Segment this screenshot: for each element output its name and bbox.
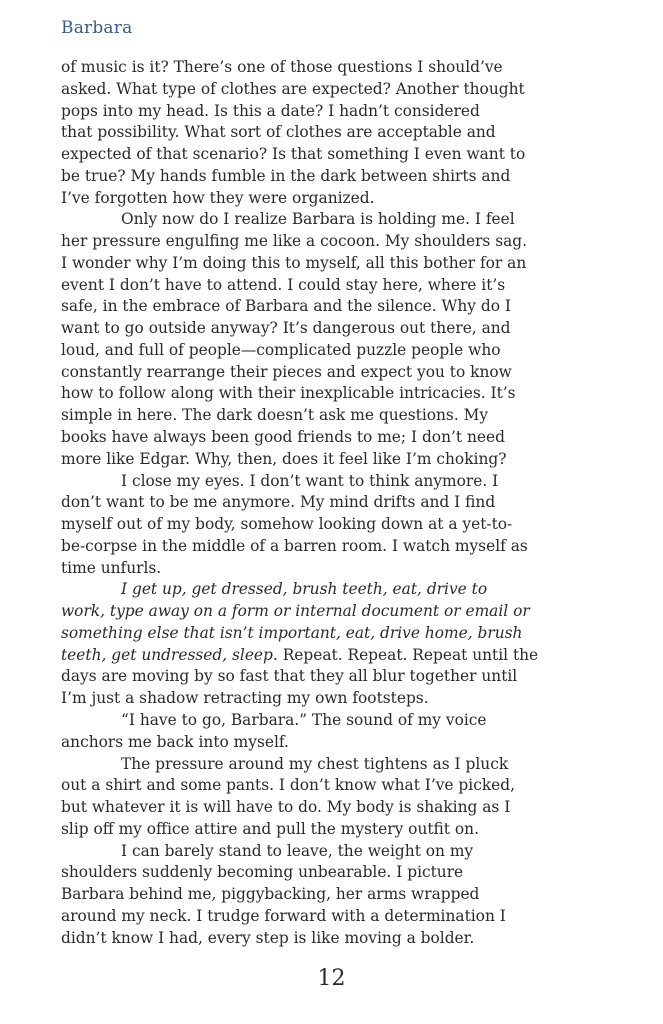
regular-text: anchors me back into myself.	[61, 732, 289, 751]
text-line	[61, 797, 606, 819]
regular-text: myself out of my body, somehow looking down at a yet-to-	[61, 515, 513, 534]
regular-text: Repeat. Repeat. Repeat until the	[277, 645, 539, 664]
regular-text: I’ve forgotten how they were organized.	[61, 188, 375, 207]
text-line	[61, 275, 606, 297]
regular-text: but whatever it is will have to do. My body is shaking as I	[61, 798, 511, 817]
text-line	[61, 710, 606, 732]
text-line	[61, 906, 606, 928]
regular-text: I close my eyes. I don’t want to think anymore. I	[121, 471, 499, 490]
text-line	[61, 209, 606, 231]
text-line	[61, 231, 606, 253]
body-text	[61, 57, 606, 949]
text-line	[61, 928, 606, 950]
regular-text: that possibility. What sort of clothes are acceptable and	[61, 123, 496, 142]
regular-text: safe, in the embrace of Barbara and the silence. Why do I	[61, 297, 511, 316]
regular-text: I wonder why I’m doing this to myself, all this bother for an	[61, 253, 527, 272]
text-line	[61, 427, 606, 449]
text-line	[61, 579, 606, 601]
text-line	[61, 144, 606, 166]
text-line	[61, 318, 606, 340]
italic-text: work, type away on a form or internal document or email or	[61, 602, 530, 621]
regular-text: how to follow along with their inexplicable intricacies. It’s	[61, 384, 516, 403]
text-line	[61, 166, 606, 188]
regular-text: pops into my head. Is this a date? I hadn’t considered	[61, 101, 480, 120]
text-line	[61, 623, 606, 645]
text-line	[61, 57, 606, 79]
text-line	[61, 754, 606, 776]
text-line	[61, 471, 606, 493]
text-line	[61, 405, 606, 427]
text-line	[61, 253, 606, 275]
regular-text: books have always been good friends to me; I don’t need	[61, 428, 505, 447]
regular-text: I can barely stand to leave, the weight on my	[121, 841, 474, 860]
regular-text: Only now do I realize Barbara is holding me. I feel	[121, 210, 515, 229]
regular-text: expected of that scenario? Is that something I even want to	[61, 145, 526, 164]
regular-text: “I have to go, Barbara.” The sound of my voice	[121, 710, 487, 729]
text-line	[61, 79, 606, 101]
italic-text: something else that isn’t important, eat, drive home, brush	[61, 623, 523, 642]
regular-text: constantly rearrange their pieces and expect you to know	[61, 362, 512, 381]
text-line	[61, 819, 606, 841]
text-line	[61, 296, 606, 318]
regular-text: asked. What type of clothes are expected? Another thought	[61, 79, 525, 98]
text-line	[61, 383, 606, 405]
text-line	[61, 514, 606, 536]
text-line	[61, 688, 606, 710]
regular-text: The pressure around my chest tightens as I pluck	[121, 754, 509, 773]
regular-text: around my neck. I trudge forward with a determination I	[61, 906, 506, 925]
text-line	[61, 666, 606, 688]
italic-text: teeth, get undressed, sleep.	[61, 645, 278, 664]
regular-text: event I don’t have to attend. I could stay here, where it’s	[61, 275, 506, 294]
regular-text: slip off my office attire and pull the mystery outfit on.	[61, 819, 479, 838]
text-line	[61, 862, 606, 884]
regular-text: days are moving by so fast that they all blur together until	[61, 667, 518, 686]
text-line	[61, 122, 606, 144]
regular-text: want to go outside anyway? It’s dangerous out there, and	[61, 319, 511, 338]
text-line	[61, 362, 606, 384]
regular-text: of music is it? There’s one of those questions I should’ve	[61, 58, 503, 76]
regular-text: Barbara behind me, piggybacking, her arms wrapped	[61, 885, 480, 904]
text-line	[61, 536, 606, 558]
regular-text: be-corpse in the middle of a barren room. I watch myself as	[61, 536, 528, 555]
regular-text: didn’t know I had, every step is like moving a bolder.	[61, 928, 475, 947]
regular-text: more like Edgar. Why, then, does it feel like I’m choking?	[61, 449, 507, 468]
regular-text: shoulders suddenly becoming unbearable. I picture	[61, 863, 464, 882]
regular-text: I’m just a shadow retracting my own footsteps.	[61, 689, 429, 708]
regular-text: simple in here. The dark doesn’t ask me questions. My	[61, 406, 489, 425]
page-number: 12	[317, 966, 346, 991]
text-line	[61, 101, 606, 123]
regular-text: loud, and full of people—complicated puzzle people who	[61, 340, 501, 359]
text-line	[61, 449, 606, 471]
text-line	[61, 775, 606, 797]
regular-text: be true? My hands fumble in the dark between shirts and	[61, 166, 511, 185]
text-line	[61, 732, 606, 754]
italic-text: I get up, get dressed, brush teeth, eat, drive to	[121, 580, 488, 599]
text-line	[61, 645, 606, 667]
text-line	[61, 601, 606, 623]
text-line	[61, 492, 606, 514]
regular-text: her pressure engulfing me like a cocoon. My shoulders sag.	[61, 232, 528, 251]
text-line	[61, 188, 606, 210]
regular-text: don’t want to be me anymore. My mind drifts and I find	[61, 493, 496, 512]
text-line	[61, 558, 606, 580]
text-line	[61, 841, 606, 863]
text-line	[61, 884, 606, 906]
text-line	[61, 340, 606, 362]
regular-text: time unfurls.	[61, 558, 162, 577]
regular-text: out a shirt and some pants. I don’t know what I’ve picked,	[61, 776, 516, 795]
running-header: Barbara	[61, 18, 133, 38]
